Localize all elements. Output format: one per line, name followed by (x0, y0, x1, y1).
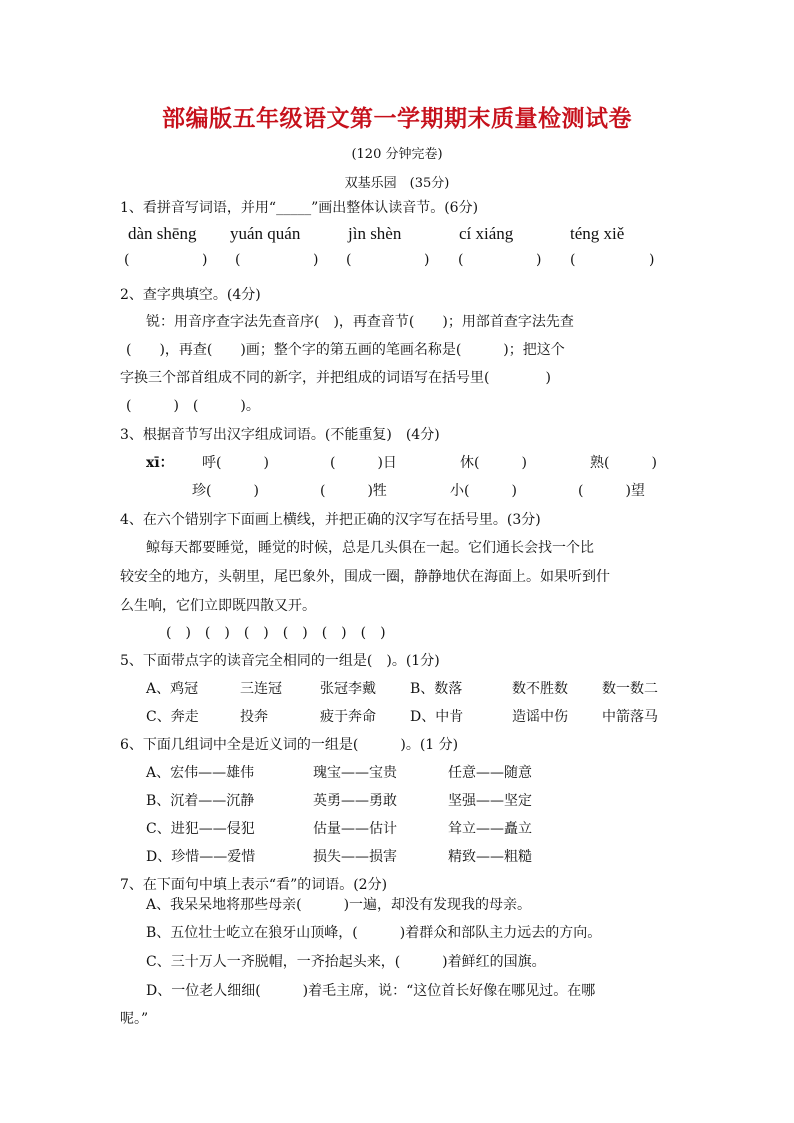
q6-option-pair: 英勇——勇敢 (313, 793, 397, 809)
q1-pinyin-2: yuán quán (230, 224, 301, 243)
q1-answer-open-3[interactable]: ( (346, 252, 352, 268)
q1-answer-open-1[interactable]: ( (124, 252, 130, 268)
q3-prompt: 3、根据音节写出汉字组成词语。(不能重复) (4分) (120, 427, 440, 443)
q5-option-word: 投奔 (240, 709, 268, 725)
q5-option-word: 三连冠 (240, 681, 282, 697)
q1-answer-open-4[interactable]: ( (458, 252, 464, 268)
q3-item[interactable]: 珍( ) (192, 483, 259, 499)
q4-passage-line-2: 较安全的地方，头朝里，尾巴象外，围成一圈，静静地伏在海面上。如果听到什 (120, 569, 610, 585)
q1-answer-close-1: ) (202, 252, 208, 268)
q2-line-4: ( ) ( )。 (126, 398, 260, 414)
q3-item[interactable]: ( )望 (578, 483, 645, 499)
q3-item[interactable]: 呼( ) (202, 455, 269, 471)
q3-syllable: xī： (146, 455, 174, 471)
q7-sentence-d: D、一位老人细细( )着毛主席，说：“这位首长好像在哪见过。在哪 (146, 983, 596, 999)
q7-sentence-d-end: 呢。” (120, 1011, 149, 1027)
q5-option-word: 数一数二 (602, 681, 658, 697)
q7-prompt: 7、在下面句中填上表示“看”的词语。(2分) (120, 877, 388, 893)
q5-option-word: 数不胜数 (512, 681, 568, 697)
q7-sentence-a: A、我呆呆地将那些母亲( )一遍，却没有发现我的母亲。 (146, 897, 532, 913)
q6-prompt: 6、下面几组词中全是近义词的一组是( )。(1 分) (120, 737, 459, 753)
q1-pinyin-4: cí xiáng (459, 224, 514, 243)
exam-title: 部编版五年级语文第一学期期末质量检测试卷 (162, 106, 632, 132)
q6-option-pair: A、宏伟——雄伟 (146, 765, 255, 781)
q7-sentence-b: B、五位壮士屹立在狼牙山顶峰，( )着群众和部队主力远去的方向。 (146, 925, 602, 941)
q6-option-pair: B、沉着——沉静 (146, 793, 255, 809)
q2-line-1: 锐：用音序查字法先查音序( )，再查音节( )；用部首查字法先查 (146, 314, 574, 330)
q1-prompt: 1、看拼音写词语，并用“_____”画出整体认读音节。(6分) (120, 200, 479, 216)
q5-option-word: B、数落 (410, 681, 463, 697)
q4-answer-brackets[interactable]: ( ) ( ) ( ) ( ) ( ) ( ) (166, 625, 386, 641)
q1-pinyin-5: téng xiě (570, 224, 625, 243)
q1-answer-close-5: ) (649, 252, 655, 268)
q6-option-pair: C、进犯——侵犯 (146, 821, 255, 837)
q1-answer-close-4: ) (536, 252, 542, 268)
q5-option-word: 张冠李戴 (320, 681, 376, 697)
exam-duration: (120 分钟完卷) (351, 147, 443, 162)
q3-item[interactable]: ( )牲 (320, 483, 387, 499)
q6-option-pair: 瑰宝——宝贵 (313, 765, 397, 781)
q6-option-pair: 精致——粗糙 (448, 849, 532, 865)
q1-pinyin-1: dàn shēng (128, 224, 197, 243)
q5-option-word: 造谣中伤 (512, 709, 568, 725)
q1-answer-close-2: ) (313, 252, 319, 268)
q7-sentence-c: C、三十万人一齐脱帽，一齐抬起头来，( )着鲜红的国旗。 (146, 954, 546, 970)
q3-item[interactable]: 休( ) (460, 455, 527, 471)
q2-line-3: 字换三个部首组成不同的新字，并把组成的词语写在括号里( ) (120, 370, 551, 386)
q5-option-word: 中箭落马 (602, 709, 658, 725)
q1-answer-close-3: ) (424, 252, 430, 268)
q4-passage-line-3: 么生响，它们立即既四散又开。 (120, 598, 316, 614)
q4-passage-line-1: 鲸每天都要睡觉，睡觉的时候，总是几头俱在一起。它们通长会找一个比 (146, 540, 594, 556)
section-heading: 双基乐园 (35分) (344, 176, 450, 191)
q5-option-word: 疲于奔命 (320, 709, 376, 725)
q6-option-pair: 任意——随意 (448, 765, 532, 781)
q3-item[interactable]: 熟( ) (590, 455, 657, 471)
q6-option-pair: D、珍惜——爱惜 (146, 849, 256, 865)
q6-option-pair: 损失——损害 (313, 849, 397, 865)
q1-answer-open-2[interactable]: ( (235, 252, 241, 268)
q5-option-word: A、鸡冠 (146, 681, 199, 697)
q5-option-word: D、中肯 (410, 709, 464, 725)
q1-answer-open-5[interactable]: ( (570, 252, 576, 268)
q5-option-word: C、奔走 (146, 709, 199, 725)
q1-pinyin-3: jìn shèn (348, 224, 402, 243)
q6-option-pair: 耸立——矗立 (448, 821, 532, 837)
q2-prompt: 2、查字典填空。(4分) (120, 287, 261, 303)
q5-prompt: 5、下面带点字的读音完全相同的一组是( )。(1分) (120, 653, 440, 669)
q6-option-pair: 估量——估计 (313, 821, 397, 837)
q4-prompt: 4、在六个错别字下面画上横线，并把正确的汉字写在括号里。(3分) (120, 512, 541, 528)
q3-item[interactable]: ( )日 (330, 455, 397, 471)
q3-item[interactable]: 小( ) (450, 483, 517, 499)
q2-line-2: ( )，再查( )画；整个字的第五画的笔画名称是( )；把这个 (126, 342, 565, 358)
q6-option-pair: 坚强——坚定 (448, 793, 532, 809)
